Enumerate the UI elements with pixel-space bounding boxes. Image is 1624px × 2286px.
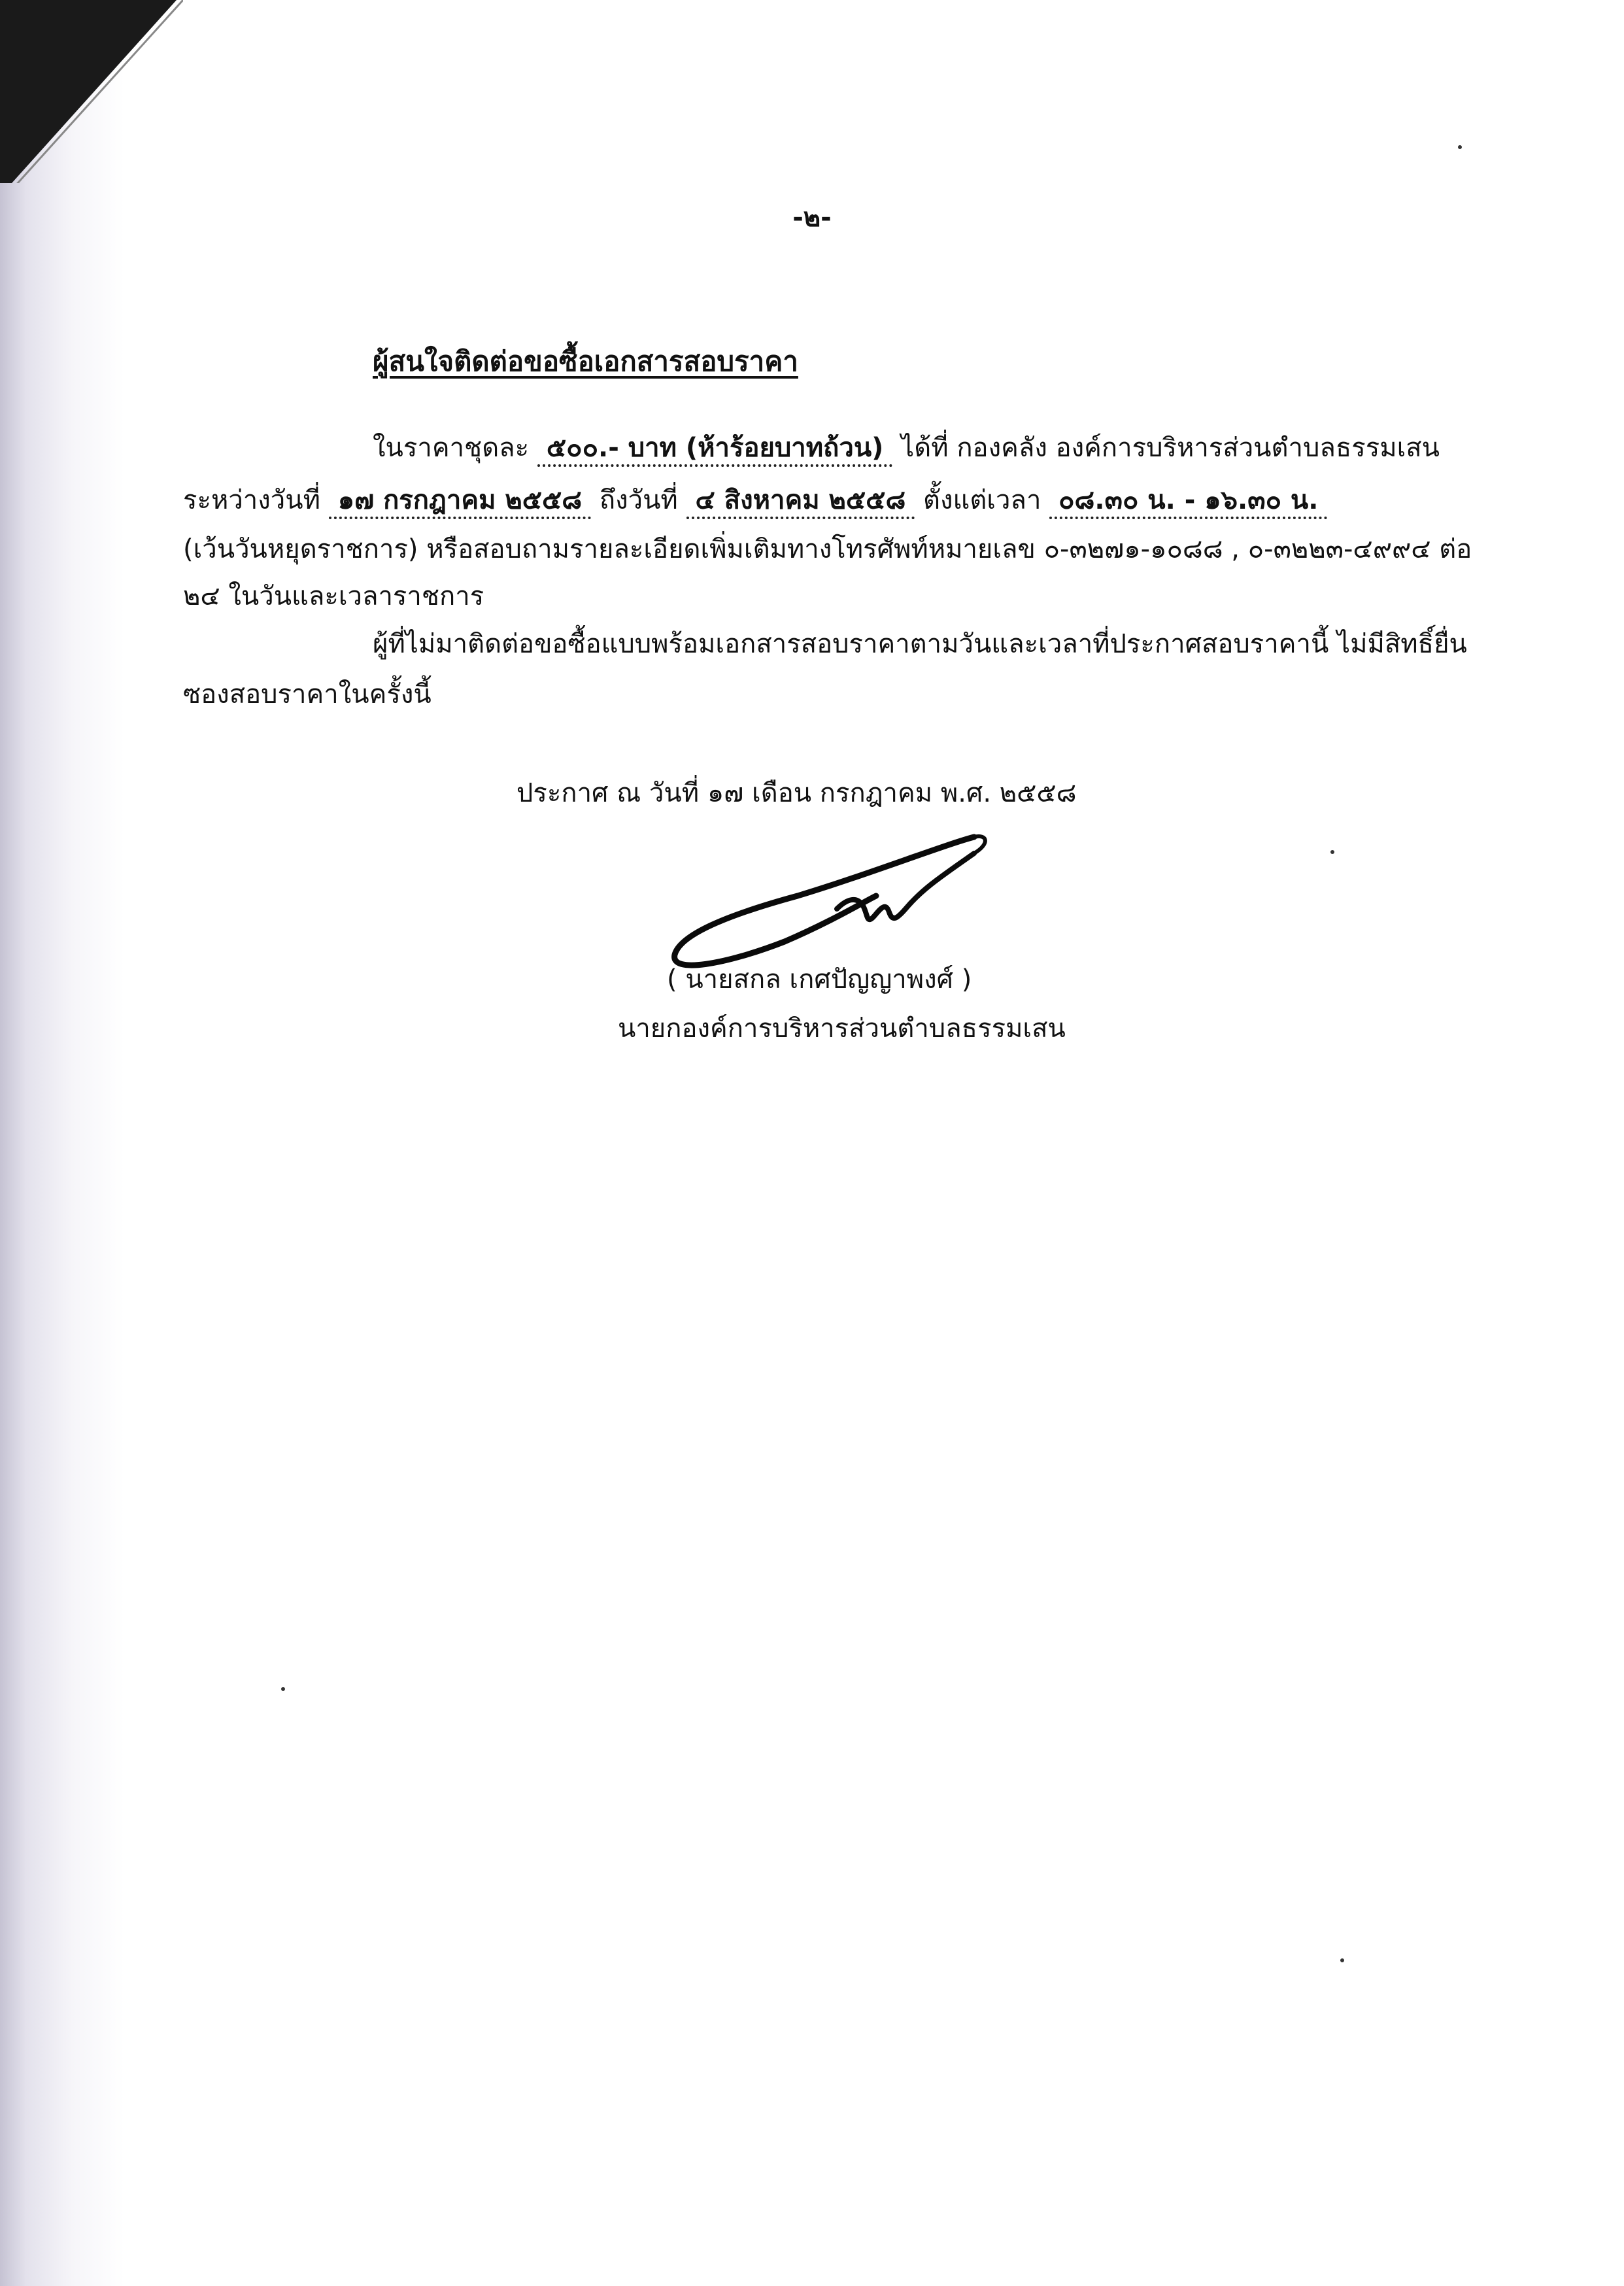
end-date-value: ๔ สิงหาคม ๒๕๕๘ — [686, 485, 915, 519]
handwritten-signature — [667, 824, 1007, 974]
page-number: -๒- — [792, 203, 832, 233]
location-text: ได้ที่ กองคลัง องค์การบริหารส่วนตำบลธรรมเสน — [901, 433, 1440, 463]
paragraph1-line4: ๒๔ ในวันและเวลาราชการ — [183, 581, 484, 611]
scan-speck — [1458, 145, 1462, 149]
date-lead-text: ระหว่างวันที่ — [183, 485, 320, 515]
document-heading: ผู้สนใจติดต่อขอซื้อเอกสารสอบราคา — [373, 345, 798, 377]
scan-edge-shadow — [0, 0, 124, 2286]
scan-speck — [1340, 1958, 1344, 1962]
time-lead-text: ตั้งแต่เวลา — [923, 485, 1041, 515]
paragraph1-line2 — [183, 481, 1327, 520]
announcement-date: ประกาศ ณ วันที่ ๑๗ เดือน กรกฎาคม พ.ศ. ๒๕๕๘ — [516, 778, 1077, 808]
signer-name: ( นายสกล เกศปัญญาพงศ์ ) — [667, 964, 972, 995]
date-mid-text: ถึงวันที่ — [599, 485, 678, 515]
scan-speck — [281, 1687, 285, 1691]
paragraph2-line2: ซองสอบราคาในครั้งนี้ — [183, 679, 431, 709]
start-date-value: ๑๗ กรกฎาคม ๒๕๕๘ — [329, 485, 591, 519]
folded-corner-mark — [0, 0, 183, 183]
scan-speck — [1330, 850, 1334, 854]
time-range-value: ๐๘.๓๐ น. - ๑๖.๓๐ น. — [1049, 485, 1327, 519]
price-lead-text: ในราคาชุดละ — [373, 433, 530, 463]
signer-title: นายกองค์การบริหารส่วนตำบลธรรมเสน — [618, 1014, 1066, 1044]
price-value: ๕๐๐.- บาท (ห้าร้อยบาทถ้วน) — [537, 433, 893, 467]
paragraph2-line1: ผู้ที่ไม่มาติดต่อขอซื้อแบบพร้อมเอกสารสอบราคาตามวันและเวลาที่ประกาศสอบราคานี้ ไม่มีสิทธิ์ยื่น — [373, 629, 1467, 659]
paragraph1-line3: (เว้นวันหยุดราชการ) หรือสอบถามรายละเอียดเพิ่มเติมทางโทรศัพท์หมายเลข ๐-๓๒๗๑-๑๐๘๘ , ๐-๓๒๒๓-๔๙๙๔ ต่อ — [183, 534, 1472, 564]
paragraph1-line1 — [373, 428, 1440, 468]
